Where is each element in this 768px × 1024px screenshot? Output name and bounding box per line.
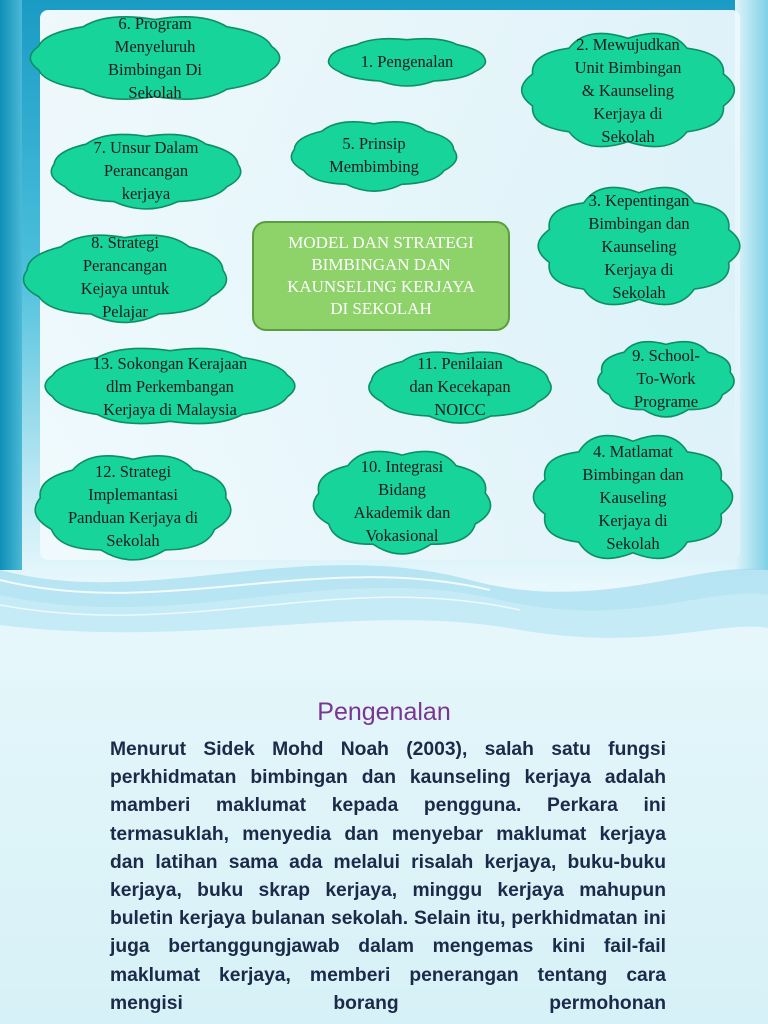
cloud-node-13 (24, 338, 316, 434)
cloud-label: 1. Pengenalan (360, 51, 454, 71)
cloud-node-11 (352, 342, 568, 430)
cloud-label: 13. Sokongan Kerajaan dlm Perkembangan Kerjaya di Malaysia (92, 353, 248, 419)
cloud-node-8 (6, 224, 244, 330)
cloud-node-7 (34, 124, 258, 216)
cloud-node-3 (526, 176, 752, 316)
cloud-node-1 (312, 30, 502, 92)
body-paragraph: Menurut Sidek Mohd Noah (2003), salah satu fungsi perkhidmatan bimbingan dan kaunseling kerjaya adalah mamberi maklumat kepada pengguna. Perkara ini termasuklah, menyedia dan menyebar maklumat kerjaya dan latihan sama ada melalui risalah kerjaya, buku-buku kerjaya, buku skrap kerjaya, minggu kerjaya mahupun buletin kerjaya bulanan sekolah. Selain itu, perkhidmatan ini juga bertanggungjawab dalam mengemas kini fail-fail maklumat kerjaya, memberi penerangan tentang cara mengisi borang permohonan (110, 739, 666, 1014)
cloud-label: 11. Penilaian dan Kecekapan NOICC (409, 353, 511, 419)
cloud-label: 7. Unsur Dalam Perancangan kerjaya (93, 137, 199, 203)
cloud-node-2 (508, 22, 748, 158)
cloud-label: 10. Integrasi Bidang Akademik dan Vokasional (353, 457, 451, 545)
cloud-label: 9. School- To-Work Programe (632, 345, 700, 411)
cloud-label: 12. Strategi Implemantasi Panduan Kerjaya di Sekolah (67, 462, 199, 550)
cloud-node-4 (522, 424, 744, 570)
cloud-node-5 (276, 112, 472, 198)
cloud-label: 2. Mewujudkan Unit Bimbingan & Kaunseling Kerjaya di Sekolah (574, 34, 682, 146)
cloud-label: 3. Kepentingan Bimbingan dan Kaunseling Kerjaya di Sekolah (588, 190, 690, 302)
section-heading: Pengenalan (317, 698, 451, 726)
cloud-node-9 (586, 332, 746, 424)
slide-introduction (0, 680, 768, 1024)
cloud-label: 5. Prinsip Membimbing (329, 134, 419, 176)
cloud-node-12 (20, 444, 246, 568)
cloud-node-10 (300, 440, 504, 562)
center-title-box: MODEL DAN STRATEGI BIMBINGAN DAN KAUNSELING KERJAYA DI SEKOLAH (252, 221, 510, 331)
cloud-label: 6. Program Menyeluruh Bimbingan Di Sekolah (108, 14, 202, 102)
cloud-node-6 (10, 6, 300, 110)
cloud-label: 8. Strategi Perancangan Kejaya untuk Pelajar (80, 233, 170, 321)
cloud-label: 4. Matlamat Bimbingan dan Kauseling Kerjaya di Sekolah (582, 441, 684, 553)
